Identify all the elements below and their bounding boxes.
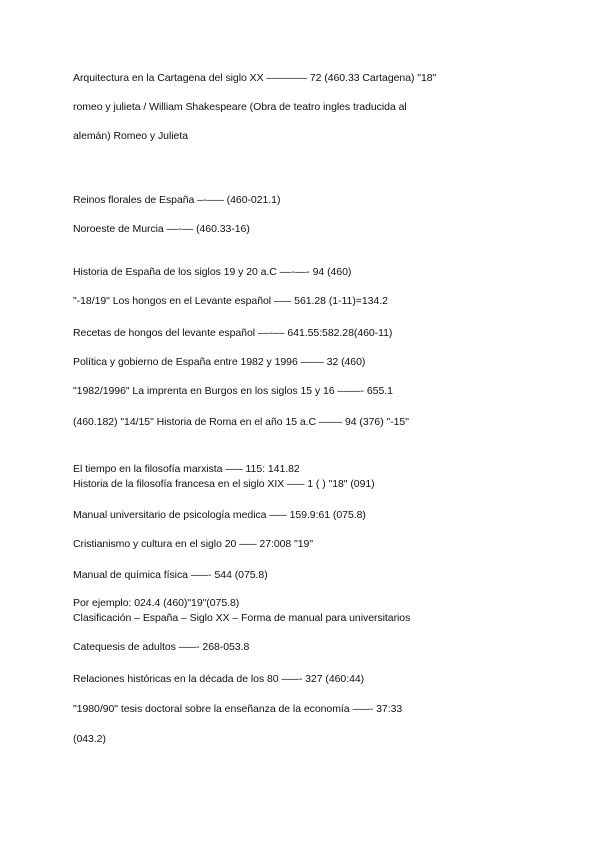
text-line: "-18/19" Los hongos en el Levante español ––– 561.28 (1-11)=134.2 (73, 295, 388, 307)
text-line: Cristianismo y cultura en el siglo 20 ––– 27:008 "19" (73, 538, 314, 550)
text-line: Política y gobierno de España entre 1982 y 1996 –––– 32 (460) (73, 356, 366, 368)
text-line: (460.182) "14/15" Historia de Roma en el año 15 a.C –––– 94 (376) "-15" (73, 416, 409, 428)
text-line: Arquitectura en la Cartagena del siglo XX ––––––– 72 (460.33 Cartagena) "18" (73, 72, 437, 84)
text-line: Noroeste de Murcia ––-–– (460.33-16) (73, 223, 250, 235)
text-line: Manual universitario de psicología medica ––– 159.9:61 (075.8) (73, 509, 366, 521)
text-line: Manual de química física –––- 544 (075.8) (73, 569, 268, 581)
text-line: Relaciones históricas en la década de los 80 –––- 327 (460:44) (73, 673, 365, 685)
text-line: "1980/90" tesis doctoral sobre la enseñanza de la economía –––- 37:33 (73, 703, 403, 715)
text-line: alemán) Romeo y Julieta (73, 130, 188, 142)
text-line: Historia de España de los siglos 19 y 20 a.C ––-––- 94 (460) (73, 266, 352, 278)
text-line: romeo y julieta / William Shakespeare (Obra de teatro ingles traducida al (73, 101, 407, 113)
text-line: Catequesis de adultos –––- 268-053.8 (73, 641, 250, 653)
text-line: Historia de la filosofía francesa en el siglo XIX ––– 1 ( ) "18" (091) (73, 478, 375, 490)
text-line: Recetas de hongos del levante español ––-–– 641.55:582.28(460-11) (73, 327, 393, 339)
text-line: Reinos florales de España –-––– (460-021.1) (73, 194, 281, 206)
text-line: Por ejemplo: 024.4 (460)"19"(075.8) (73, 597, 240, 609)
text-line: "1982/1996" La imprenta en Burgos en los siglos 15 y 16 ––––- 655.1 (73, 385, 393, 397)
text-line: El tiempo en la filosofía marxista ––– 115: 141.82 (73, 463, 300, 475)
text-line: (043.2) (73, 733, 106, 745)
text-line: Clasificación – España – Siglo XX – Forma de manual para universitarios (73, 612, 411, 624)
